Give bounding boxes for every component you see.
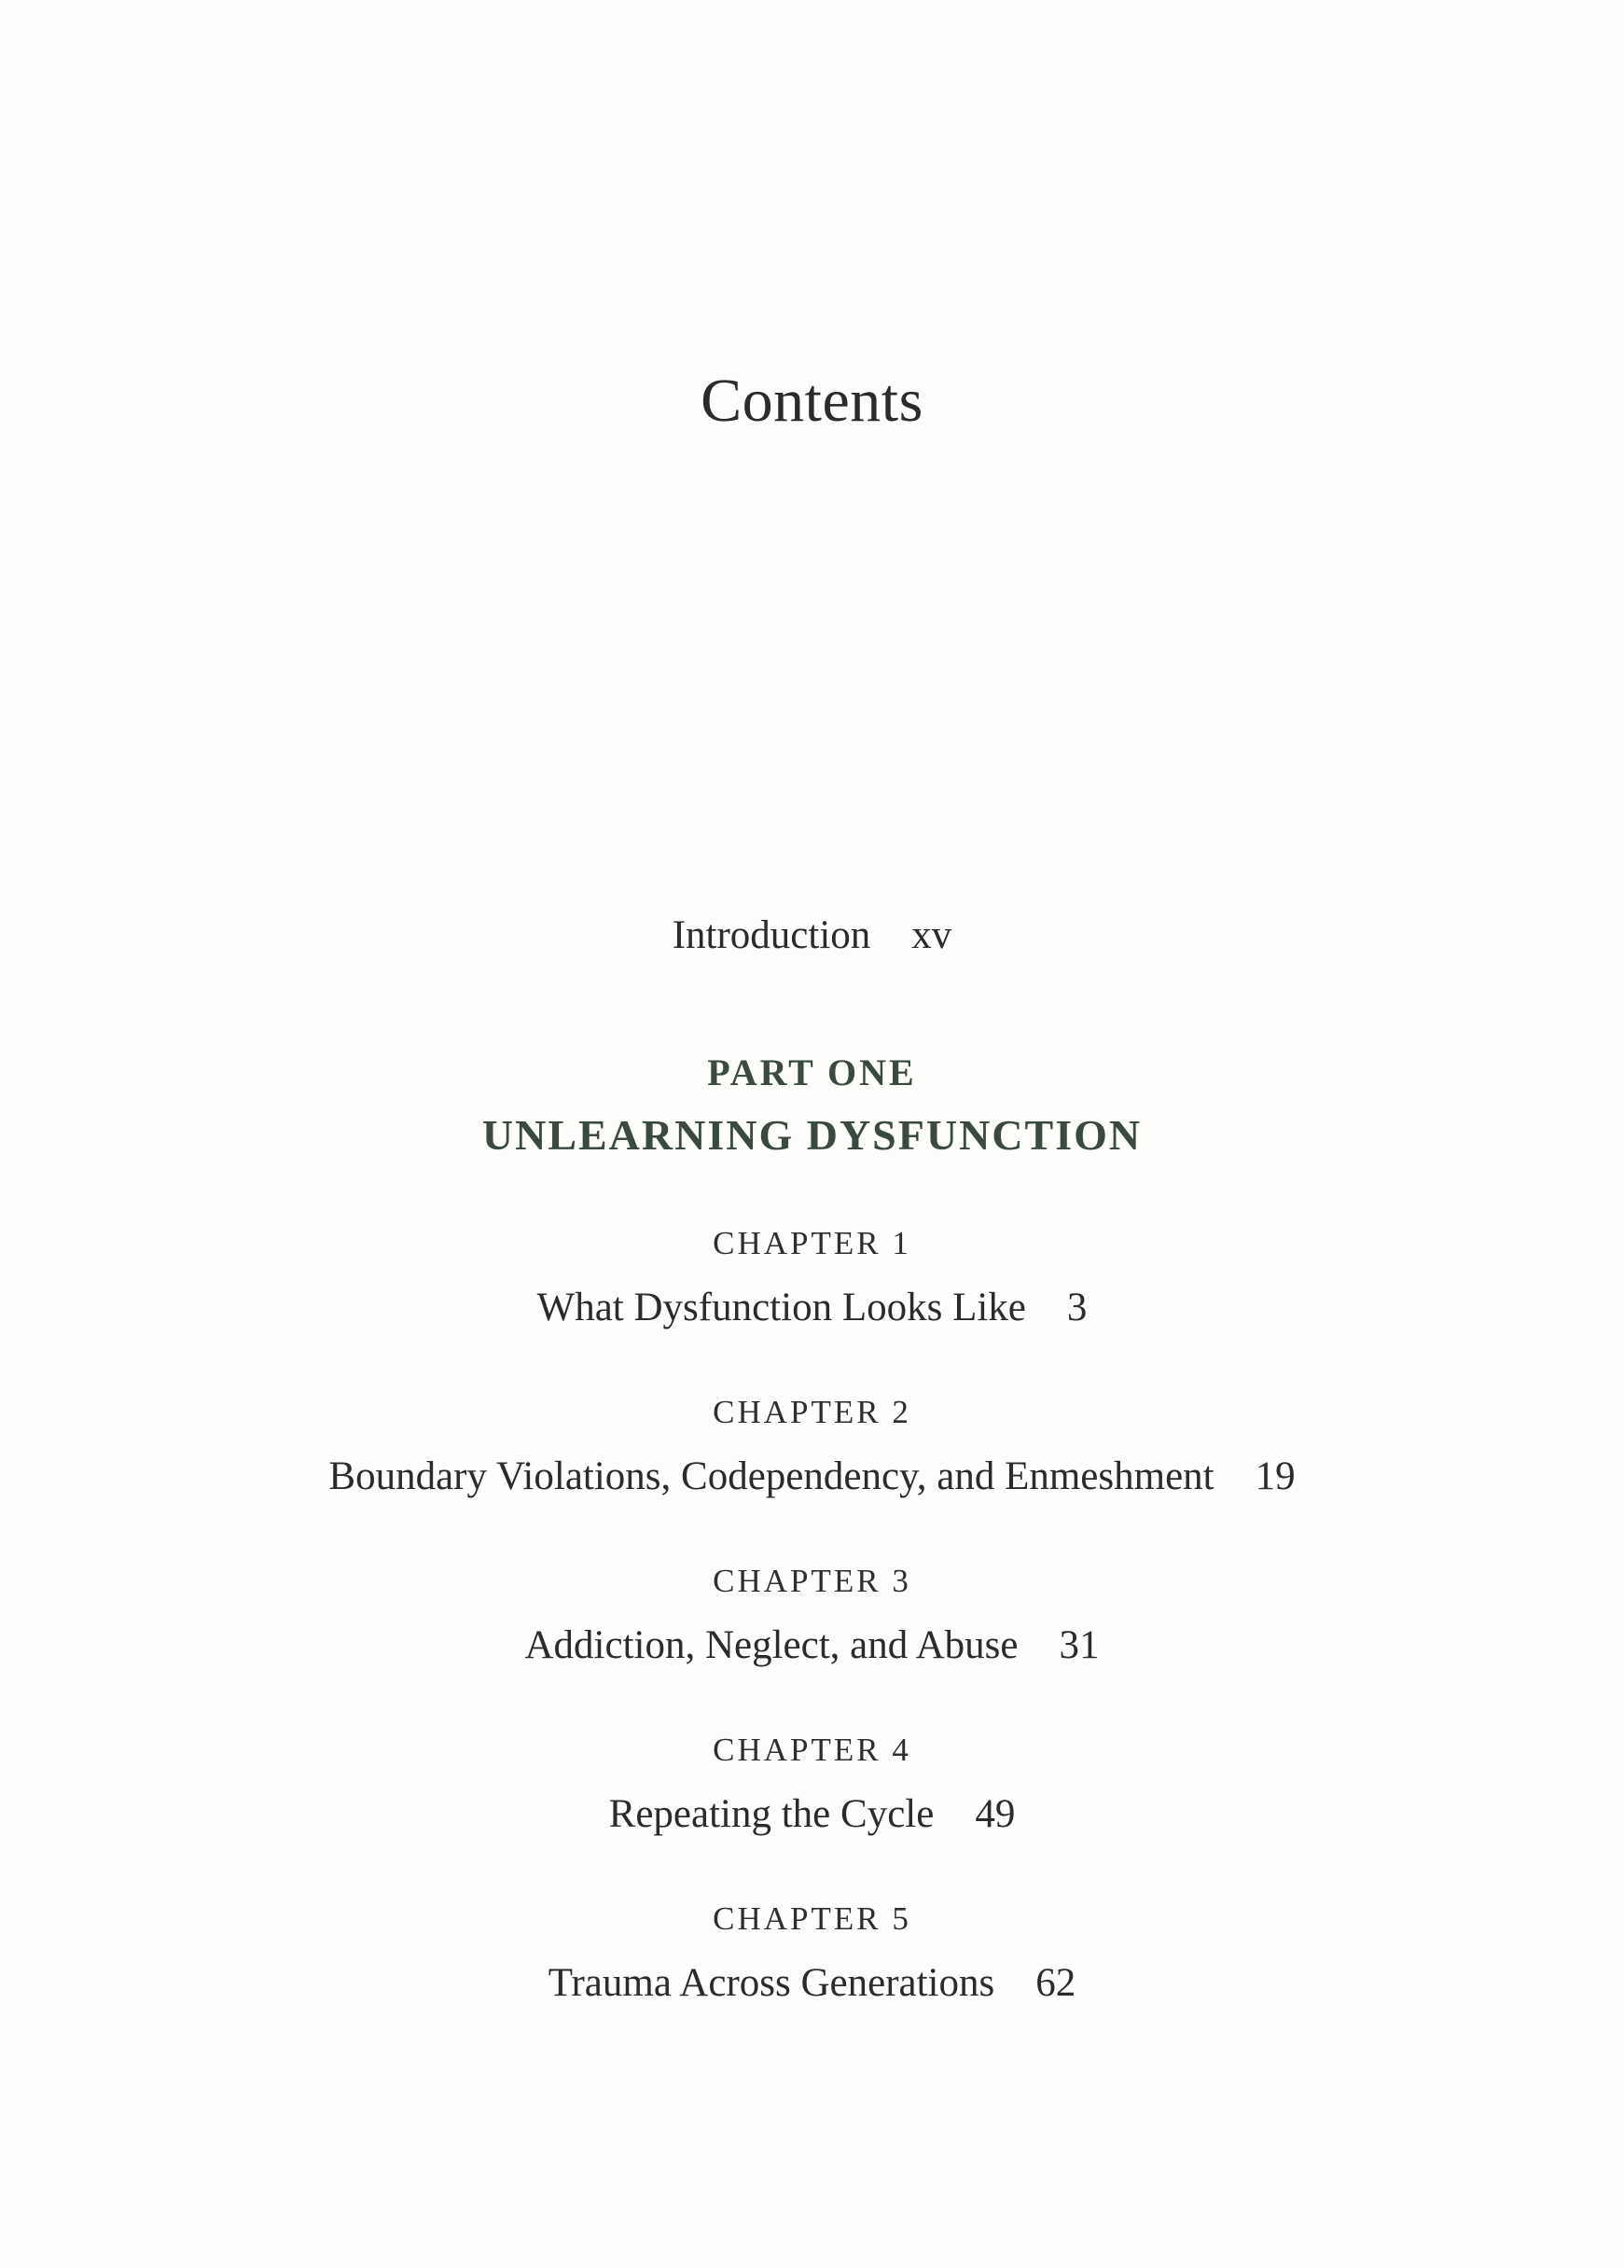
entry-page-number: 62 (1035, 1961, 1076, 2005)
entry-title: Trauma Across Generations (548, 1961, 995, 2005)
entry-page-number: 49 (975, 1792, 1016, 1836)
entry-page-number: 31 (1059, 1623, 1100, 1667)
chapter-label: CHAPTER 2 (713, 1394, 911, 1430)
chapter-label: CHAPTER 1 (713, 1225, 911, 1261)
chapter-label: CHAPTER 5 (713, 1900, 911, 1937)
entry-page-number: 19 (1255, 1454, 1296, 1498)
toc-entry-chapter-5 (0, 1960, 1624, 2006)
entry-title: What Dysfunction Looks Like (536, 1286, 1026, 1329)
entry-page-number: 3 (1066, 1286, 1088, 1329)
toc-entry-chapter-3 (0, 1622, 1624, 1668)
entry-page-number: xv (911, 913, 952, 957)
entry-title: Introduction (672, 913, 871, 957)
part-title: UNLEARNING DYSFUNCTION (481, 1111, 1143, 1159)
chapter-label: CHAPTER 3 (713, 1563, 911, 1599)
entry-title: Boundary Violations, Codependency, and Enmeshment (328, 1454, 1215, 1498)
part-label: PART ONE (707, 1051, 917, 1093)
chapter-label: CHAPTER 4 (713, 1732, 911, 1768)
toc-entry-chapter-1 (0, 1285, 1624, 1330)
toc-entry-introduction (0, 912, 1624, 958)
toc-entry-chapter-4 (0, 1791, 1624, 1837)
entry-title: Addiction, Neglect, and Abuse (524, 1623, 1019, 1667)
toc-entry-chapter-2 (0, 1454, 1624, 1499)
entry-title: Repeating the Cycle (608, 1792, 935, 1836)
page-title: Contents (701, 367, 923, 435)
